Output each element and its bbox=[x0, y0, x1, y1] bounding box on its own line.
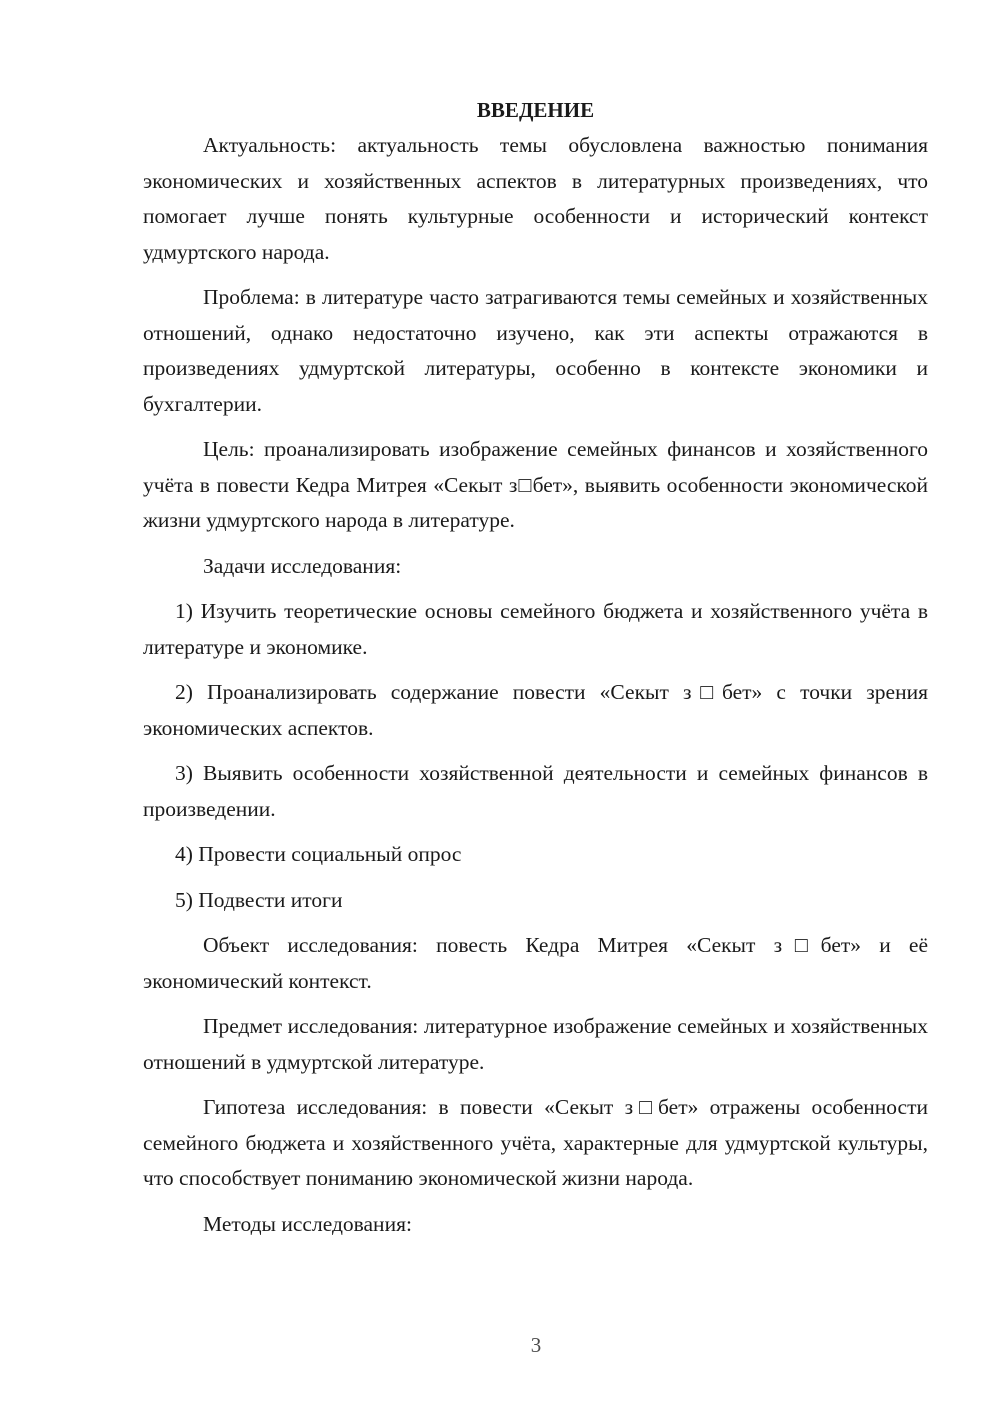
document-page bbox=[143, 92, 928, 1242]
task-item-4: 4) Провести социальный опрос bbox=[175, 842, 462, 866]
paragraph-hypothesis: Гипотеза исследования: в повести «Секыт з□бет» отражены особенности семейного бюджета и хозяйственного учёта, характерные для удмуртской культуры, что способствует пониманию экономической жизни народа. bbox=[143, 1095, 928, 1190]
paragraph-relevance: Актуальность: актуальность темы обусловлена важностью понимания экономических и хозяйственных аспектов в литературных произведениях, что помогает лучше понять культурные особенности и исторический контекст удмуртского народа. bbox=[143, 133, 928, 264]
page-number: 3 bbox=[530, 1333, 542, 1357]
document-title: ВВЕДЕНИЕ bbox=[476, 98, 595, 122]
methods-heading: Методы исследования: bbox=[203, 1211, 412, 1236]
task-item-1: 1) Изучить теоретические основы семейного бюджета и хозяйственного учёта в литературе и экономике. bbox=[143, 599, 928, 659]
task-item-5: 5) Подвести итоги bbox=[175, 887, 343, 912]
paragraph-object: Объект исследования: повесть Кедра Митрея «Секыт з□бет» и её экономический контекст. bbox=[143, 933, 928, 993]
tasks-heading: Задачи исследования: bbox=[203, 553, 402, 578]
task-item-3: 3) Выявить особенности хозяйственной деятельности и семейных финансов в произведении. bbox=[143, 761, 928, 821]
paragraph-problem: Проблема: в литературе часто затрагиваются темы семейных и хозяйственных отношений, однако недостаточно изучено, как эти аспекты отражаются в произведениях удмуртской литературы, особенно в контексте экономики и бухгалтерии. bbox=[143, 285, 928, 416]
paragraph-goal: Цель: проанализировать изображение семейных финансов и хозяйственного учёта в повести Кедра Митрея «Секыт з□бет», выявить особенности экономической жизни удмуртского народа в литературе. bbox=[143, 437, 928, 532]
task-item-2: 2) Проанализировать содержание повести «Секыт з□бет» с точки зрения экономических аспектов. bbox=[143, 680, 928, 740]
paragraph-subject: Предмет исследования: литературное изображение семейных и хозяйственных отношений в удмуртской литературе. bbox=[143, 1014, 928, 1074]
